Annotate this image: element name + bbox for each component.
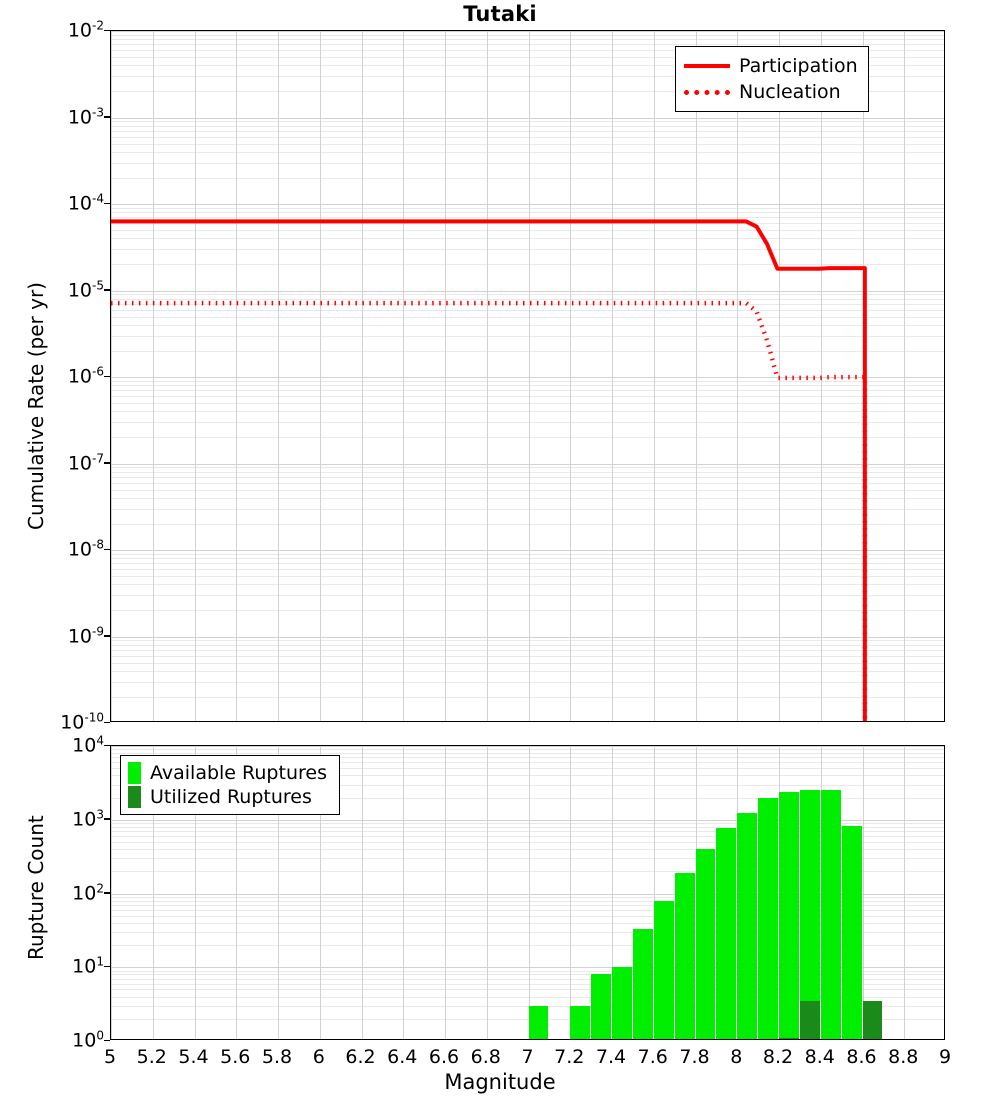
x-tick-label: 6.4 xyxy=(387,1046,418,1068)
bar-available-ruptures xyxy=(591,974,611,1040)
gridline-major xyxy=(570,746,571,1039)
legend-color-swatch-icon xyxy=(128,786,141,808)
x-tick-label: 5 xyxy=(103,1046,117,1068)
bar-available-ruptures xyxy=(758,798,778,1040)
gridline-major xyxy=(487,746,488,1039)
legend-label: Participation xyxy=(739,55,858,77)
x-tick-label: 7 xyxy=(521,1046,534,1068)
gridline-major xyxy=(529,746,530,1039)
y-tickmark xyxy=(104,745,110,747)
x-tick-label: 8 xyxy=(730,1046,743,1068)
y-tickmark xyxy=(104,289,110,291)
y-tickmark xyxy=(104,549,110,551)
legend-label: Available Ruptures xyxy=(150,762,327,784)
bar-available-ruptures xyxy=(675,873,695,1040)
legend-bottom xyxy=(120,755,340,815)
y-tickmark xyxy=(104,722,110,724)
legend-line-swatch-icon xyxy=(684,90,730,95)
legend-color-swatch-icon xyxy=(128,762,141,784)
y-tickmark xyxy=(104,203,110,205)
y-tick-label: $10^{-6}$ xyxy=(67,364,104,388)
legend-line-swatch-icon xyxy=(684,64,730,68)
bar-utilized-ruptures xyxy=(863,1001,883,1040)
y-tickmark xyxy=(104,376,110,378)
legend-top xyxy=(675,46,869,112)
bar-utilized-ruptures xyxy=(779,1038,799,1040)
y-tick-label: $10^{-9}$ xyxy=(67,623,104,648)
bar-utilized-ruptures xyxy=(800,1001,820,1040)
legend-item xyxy=(128,785,327,809)
gridline-major xyxy=(111,746,112,1039)
bar-available-ruptures xyxy=(633,929,653,1040)
y-axis-label-bottom: Rupture Count xyxy=(24,815,48,960)
y-tick-label: $10^0$ xyxy=(72,1028,104,1052)
y-tickmark xyxy=(104,1040,110,1042)
x-tick-label: 7.2 xyxy=(554,1046,585,1068)
gridline-major xyxy=(362,746,363,1039)
x-tick-label: 5.2 xyxy=(136,1046,167,1068)
bar-available-ruptures xyxy=(529,1006,549,1040)
x-tick-label: 5.6 xyxy=(220,1046,251,1068)
y-tick-label: $10^{-10}$ xyxy=(60,710,104,734)
y-tick-label: $10^2$ xyxy=(72,880,104,905)
bar-available-ruptures xyxy=(570,1006,590,1040)
x-tick-label: 5.8 xyxy=(261,1046,293,1068)
x-tick-label: 8.4 xyxy=(804,1046,835,1068)
curve-nucleation xyxy=(111,303,865,721)
x-tick-label: 8.8 xyxy=(888,1046,919,1068)
legend-label: Utilized Ruptures xyxy=(150,786,312,808)
x-tick-label: 6.8 xyxy=(470,1046,501,1068)
gridline-major xyxy=(904,746,905,1039)
curve-participation xyxy=(111,221,865,721)
gridline-major xyxy=(403,746,404,1039)
y-tick-label: $10^{-5}$ xyxy=(67,277,104,302)
x-tick-label: 7.8 xyxy=(679,1046,710,1068)
x-tick-label: 9 xyxy=(938,1046,952,1068)
y-tickmark xyxy=(104,892,110,894)
rate-curves xyxy=(111,31,944,721)
x-tick-label: 6.6 xyxy=(428,1046,460,1068)
bar-available-ruptures xyxy=(716,828,736,1040)
y-tickmark xyxy=(104,116,110,118)
y-tickmark xyxy=(104,635,110,637)
x-tick-label: 5.4 xyxy=(178,1046,209,1068)
y-tick-label: $10^{-7}$ xyxy=(67,450,104,475)
bar-available-ruptures xyxy=(737,813,757,1040)
bar-available-ruptures xyxy=(612,967,632,1040)
y-tickmark xyxy=(104,30,110,32)
x-tick-label: 8.2 xyxy=(762,1046,794,1068)
legend-item xyxy=(128,761,327,785)
x-tick-label: 6.2 xyxy=(345,1046,376,1068)
cumulative-rate-plot xyxy=(110,30,945,722)
bar-available-ruptures xyxy=(654,901,674,1040)
x-tick-label: 7.6 xyxy=(637,1046,668,1068)
bar-available-ruptures xyxy=(821,790,841,1040)
x-tick-label: 6 xyxy=(312,1046,325,1068)
x-tick-label: 7.4 xyxy=(595,1046,627,1068)
bar-available-ruptures xyxy=(842,826,862,1040)
y-tickmark xyxy=(104,462,110,464)
y-tick-label: $10^{-8}$ xyxy=(67,537,104,561)
bar-available-ruptures xyxy=(696,849,716,1040)
y-tick-label: $10^4$ xyxy=(72,733,104,757)
legend-item xyxy=(684,79,858,105)
y-tickmark xyxy=(104,818,110,820)
gridline-major xyxy=(863,746,864,1039)
y-tick-label: $10^3$ xyxy=(72,807,104,831)
bar-available-ruptures xyxy=(779,792,799,1040)
x-tick-label: 8.6 xyxy=(846,1046,877,1068)
page-title: Tutaki xyxy=(463,2,537,26)
y-tickmark xyxy=(104,966,110,968)
y-tick-label: $10^1$ xyxy=(72,954,104,978)
x-axis-label: Magnitude xyxy=(444,1070,556,1094)
y-tick-label: $10^{-2}$ xyxy=(67,18,104,42)
legend-label: Nucleation xyxy=(739,81,841,103)
legend-item xyxy=(684,53,858,79)
gridline-major xyxy=(445,746,446,1039)
y-tick-label: $10^{-4}$ xyxy=(67,191,104,215)
y-tick-label: $10^{-3}$ xyxy=(67,104,104,129)
y-axis-label-top: Cumulative Rate (per yr) xyxy=(24,282,48,530)
